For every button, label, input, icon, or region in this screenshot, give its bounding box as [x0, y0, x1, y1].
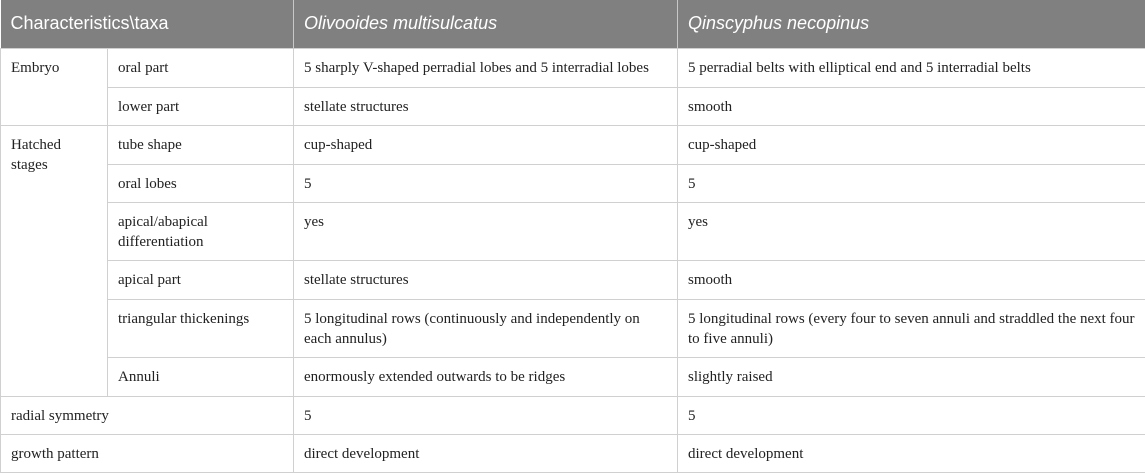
row-label: oral lobes	[108, 164, 294, 202]
cell-olivooides: stellate structures	[294, 260, 678, 299]
cell-olivooides: yes	[294, 202, 678, 260]
table-row	[1, 260, 1145, 299]
cell-olivooides: 5 sharply V-shaped perradial lobes and 5 interradial lobes	[294, 48, 678, 87]
table-row	[1, 125, 1145, 164]
row-label: triangular thickenings	[108, 299, 294, 357]
cell-qinscyphus: 5	[678, 396, 1145, 434]
cell-qinscyphus: cup-shaped	[678, 125, 1145, 164]
cell-qinscyphus: slightly raised	[678, 357, 1145, 396]
cell-olivooides: 5	[294, 164, 678, 202]
cell-olivooides: direct development	[294, 434, 678, 472]
cell-qinscyphus: 5 longitudinal rows (every four to seven annuli and straddled the next four to five annuli)	[678, 299, 1145, 357]
cell-olivooides: enormously extended outwards to be ridges	[294, 357, 678, 396]
cell-qinscyphus: smooth	[678, 260, 1145, 299]
cell-olivooides: 5 longitudinal rows (continuously and independently on each annulus)	[294, 299, 678, 357]
row-label: apical/abapical differentiation	[108, 202, 294, 260]
row-label: growth pattern	[1, 434, 294, 472]
header-characteristics: Characteristics\taxa	[1, 0, 294, 48]
cell-olivooides: 5	[294, 396, 678, 434]
cell-olivooides: stellate structures	[294, 87, 678, 125]
cell-qinscyphus: 5	[678, 164, 1145, 202]
cell-qinscyphus: direct development	[678, 434, 1145, 472]
row-label: tube shape	[108, 125, 294, 164]
table-row	[1, 164, 1145, 202]
table-row	[1, 396, 1145, 434]
table-row	[1, 87, 1145, 125]
header-qinscyphus: Qinscyphus necopinus	[688, 13, 870, 34]
table-row	[1, 434, 1145, 472]
table-row	[1, 357, 1145, 396]
row-label: lower part	[108, 87, 294, 125]
row-label: apical part	[108, 260, 294, 299]
table-row	[1, 299, 1145, 357]
group-embryo: Embryo	[1, 48, 108, 125]
table-header-row	[1, 0, 1145, 48]
cell-qinscyphus: yes	[678, 202, 1145, 260]
cell-olivooides: cup-shaped	[294, 125, 678, 164]
header-olivooides: Olivooides multisulcatus	[294, 0, 678, 48]
row-label: radial symmetry	[1, 396, 294, 434]
cell-qinscyphus: smooth	[678, 87, 1145, 125]
table-row	[1, 48, 1145, 87]
row-label: Annuli	[108, 357, 294, 396]
cell-qinscyphus: 5 perradial belts with elliptical end and 5 interradial belts	[678, 48, 1145, 87]
row-label: oral part	[108, 48, 294, 87]
group-hatched-stages: Hatched stages	[1, 125, 108, 396]
table-row	[1, 202, 1145, 260]
